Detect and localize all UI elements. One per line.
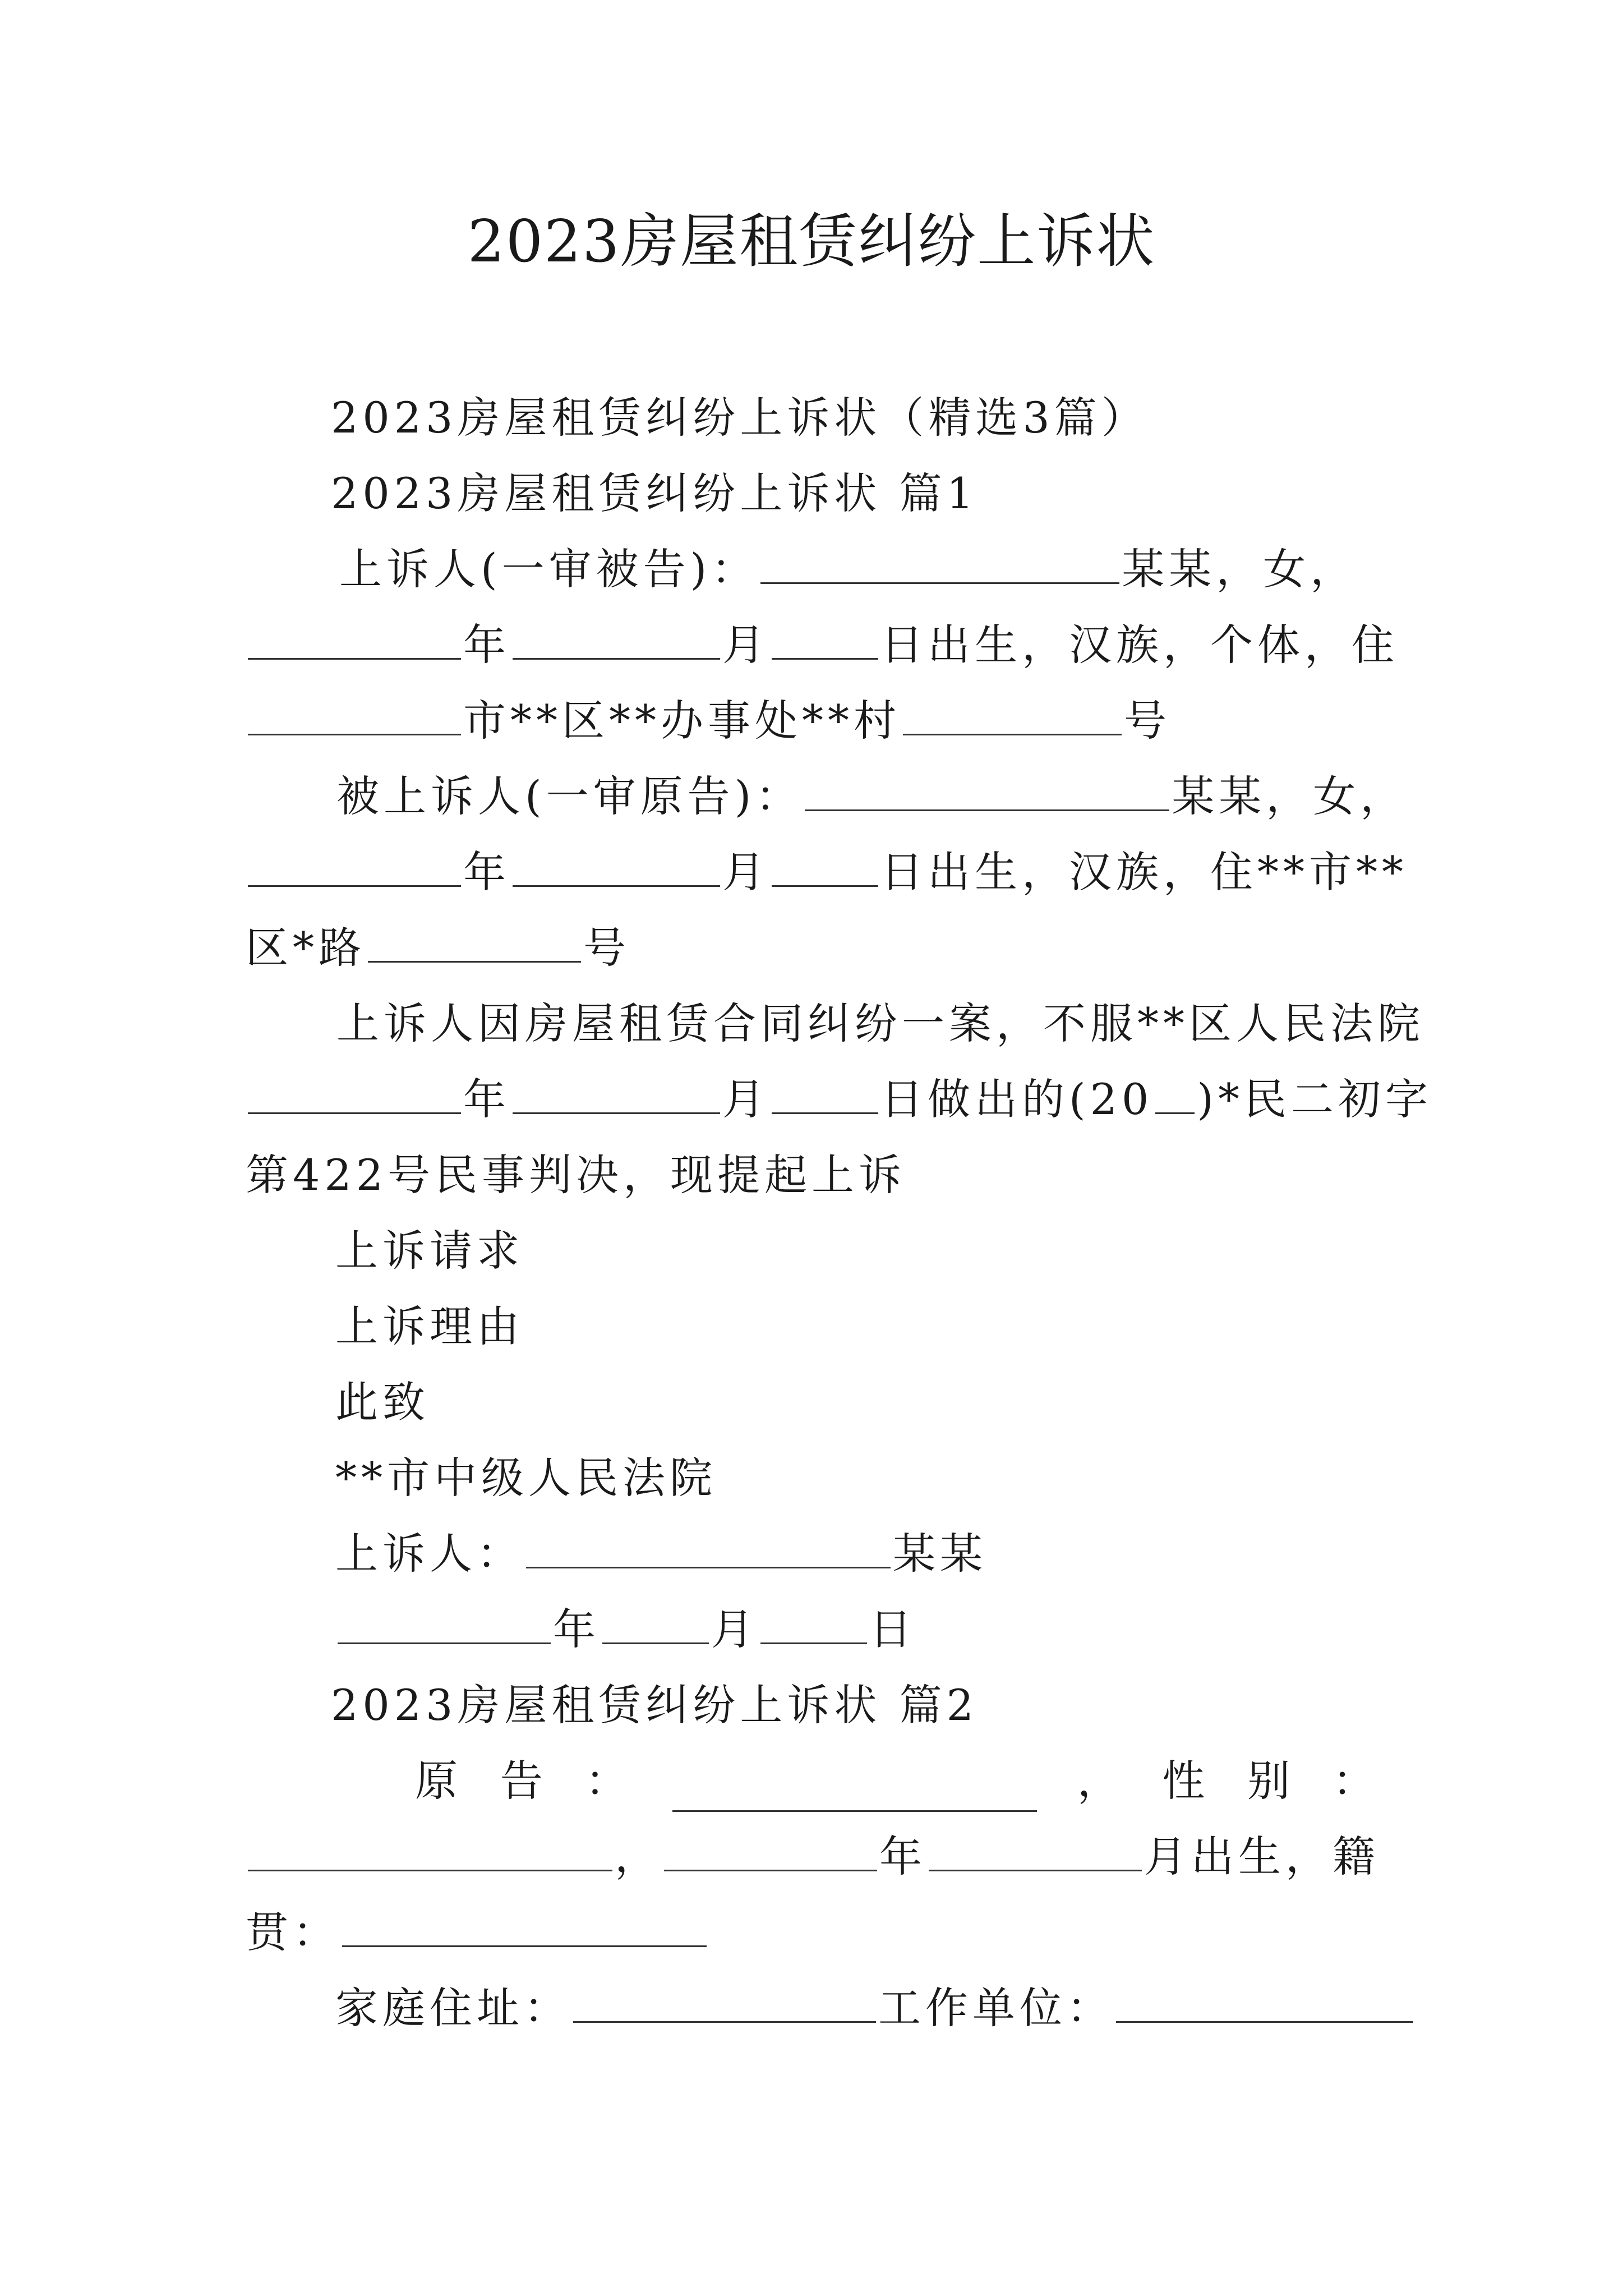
origin-line [246, 1902, 709, 1963]
blank [248, 1073, 461, 1114]
blank [772, 1073, 878, 1114]
gender-blank [248, 1830, 612, 1871]
appeal-reason-heading: 上诉理由 [335, 1301, 524, 1351]
blank [368, 922, 581, 963]
appellee-line [336, 766, 1407, 827]
year-label: 年 [553, 1604, 600, 1654]
case-intro-line: 上诉人因房屋租赁合同纠纷一案，不服**区人民法院 [336, 999, 1424, 1048]
address-work-line [335, 1977, 1415, 2039]
gender-label: 别 [1247, 1756, 1295, 1806]
address-suffix: 号 [1124, 696, 1171, 746]
appellant-line [339, 539, 1357, 600]
gender-label: 性 [1162, 1756, 1210, 1806]
origin-blank [342, 1906, 707, 1947]
signer-blank [526, 1527, 891, 1568]
appellant-birth-line [246, 614, 1399, 676]
blank [513, 619, 720, 660]
origin-label: 贯： [246, 1907, 340, 1957]
year-label: 年 [463, 847, 510, 897]
month-label: 月 [722, 1074, 769, 1124]
subtitle: 2023房屋租赁纠纷上诉状（精选3篇） [331, 393, 1149, 443]
work-unit-blank [1116, 1982, 1413, 2023]
birth-text: 月出生，籍 [1144, 1832, 1380, 1881]
signer-line [335, 1523, 987, 1585]
blank [929, 1830, 1142, 1871]
plaintiff-label: 告 [500, 1756, 547, 1806]
gender-birth-line [246, 1826, 1380, 1888]
work-unit-label: 工作单位： [878, 1983, 1114, 2033]
year-label: 年 [463, 1074, 510, 1124]
case-number-text: )*民二初字 [1197, 1074, 1433, 1124]
day-label: 日 [869, 1604, 916, 1654]
blank [772, 619, 878, 660]
blank [513, 1073, 720, 1114]
blank [602, 1603, 709, 1644]
comma: ， [1077, 1756, 1124, 1806]
appellant-label: 上诉人(一审被告)： [339, 544, 759, 594]
year-label: 年 [463, 620, 510, 670]
appellant-address-line [246, 690, 1171, 752]
home-address-blank [573, 1982, 876, 2023]
month-label: 月 [722, 620, 769, 670]
birth-text: 日出生，汉族，个体，住 [880, 620, 1399, 670]
home-address-label: 家庭住址： [335, 1983, 571, 2033]
signer-name: 某某 [893, 1529, 987, 1579]
month-label: 月 [722, 847, 769, 897]
blank [664, 1830, 877, 1871]
blank [1155, 1073, 1195, 1114]
court-name: **市中级人民法院 [335, 1453, 717, 1503]
colon: ： [585, 1756, 633, 1806]
case-date-text: 日做出的(20 [880, 1074, 1154, 1124]
appellee-address-line [246, 917, 630, 979]
blank [513, 846, 720, 887]
address-text: 市**区**办事处**村 [463, 696, 901, 746]
blank [760, 1603, 867, 1644]
appeal-request-heading: 上诉请求 [335, 1226, 524, 1276]
appellee-blank [805, 770, 1169, 811]
blank [903, 694, 1122, 735]
blank [338, 1603, 551, 1644]
month-label: 月 [711, 1604, 758, 1654]
appellee-label: 被上诉人(一审原告)： [336, 771, 803, 821]
signature-date-line [335, 1599, 916, 1660]
address-text: 区*路 [246, 923, 366, 973]
blank [248, 694, 461, 735]
document-title: 2023房屋租赁纠纷上诉状 [467, 207, 1156, 275]
blank [248, 619, 461, 660]
year-label: 年 [879, 1832, 926, 1881]
appellee-birth-line [246, 841, 1408, 903]
plaintiff-label: 原 [415, 1756, 462, 1806]
plaintiff-blank [672, 1771, 1037, 1812]
address-suffix: 号 [583, 923, 630, 973]
salutation: 此致 [335, 1377, 430, 1427]
colon: ： [1332, 1756, 1380, 1806]
blank [772, 846, 878, 887]
section-1-heading: 2023房屋租赁纠纷上诉状 篇1 [331, 468, 978, 518]
birth-text: 日出生，汉族，住**市** [880, 847, 1408, 897]
appellant-suffix: 某某，女， [1122, 544, 1358, 594]
section-2-heading: 2023房屋租赁纠纷上诉状 篇2 [331, 1680, 978, 1730]
comma: ， [615, 1832, 662, 1881]
case-tail-line: 第422号民事判决，现提起上诉 [246, 1150, 906, 1200]
case-date-line [246, 1069, 1432, 1130]
appellee-suffix: 某某，女， [1172, 771, 1408, 821]
blank [248, 846, 461, 887]
plaintiff-line [415, 1750, 1380, 1812]
signer-label: 上诉人： [335, 1529, 524, 1579]
appellant-blank [760, 543, 1119, 584]
